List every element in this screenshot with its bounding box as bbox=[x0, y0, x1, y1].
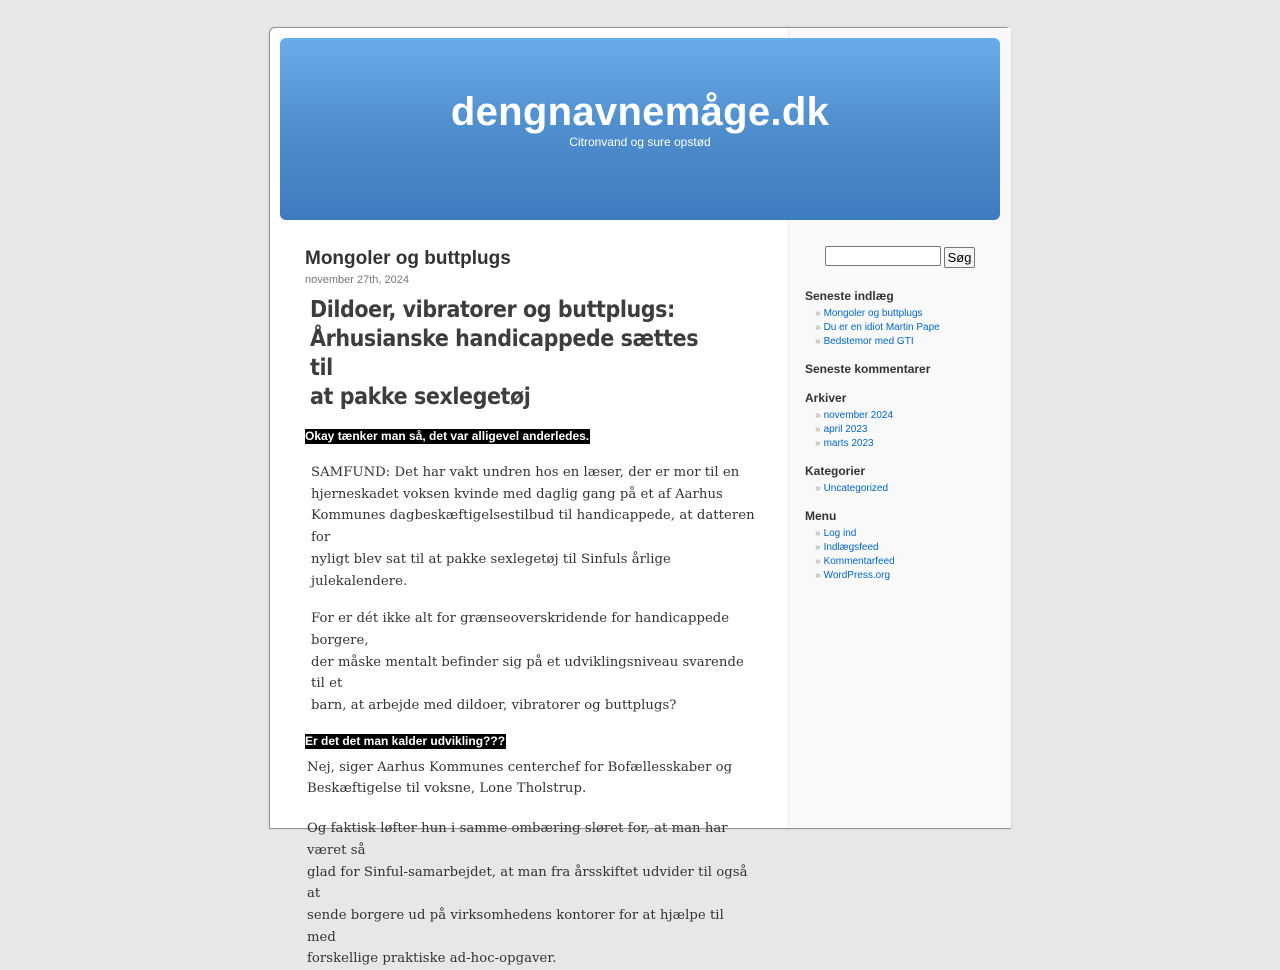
recent-posts-list bbox=[805, 307, 995, 349]
headline-line: Århusianske handicappede sættes til bbox=[310, 324, 699, 381]
excerpt-line: SAMFUND: Det har vakt undren hos en læser, der er mor til en bbox=[311, 465, 740, 480]
excerpt-line: Og faktisk løfter hun i samme ombæring sløret for, at man har været så bbox=[307, 821, 728, 858]
excerpt-line: Kommunes dagbeskæftigelsestilbud til handicappede, at datteren for bbox=[311, 508, 755, 546]
bullet: » bbox=[815, 322, 821, 333]
widget-categories bbox=[805, 464, 995, 496]
bullet: » bbox=[815, 483, 821, 494]
list-item bbox=[815, 335, 995, 349]
widget-title: Seneste indlæg bbox=[805, 289, 894, 303]
bullet: » bbox=[815, 556, 821, 567]
list-item bbox=[815, 482, 995, 496]
main-content bbox=[305, 248, 755, 970]
article-excerpt-image bbox=[311, 462, 755, 592]
excerpt-line: der måske mentalt befinder sig på et udviklingsniveau svarende til et bbox=[311, 654, 744, 692]
article-excerpt-image bbox=[307, 757, 755, 800]
bullet: » bbox=[815, 438, 821, 449]
list-item bbox=[815, 541, 995, 555]
excerpt-line: forskellige praktiske ad-hoc-opgaver. bbox=[307, 951, 557, 967]
headline-line: Dildoer, vibratorer og buttplugs: bbox=[310, 295, 675, 323]
article-excerpt-image bbox=[311, 608, 755, 717]
list-item bbox=[815, 527, 995, 541]
highlight-text: Okay tænker man så, det var alligevel anderledes. bbox=[305, 429, 590, 443]
search-input[interactable] bbox=[825, 246, 941, 266]
widget-recent-posts bbox=[805, 289, 995, 349]
article-headline-image bbox=[310, 295, 724, 411]
article-excerpt-image bbox=[307, 818, 755, 970]
categories-list bbox=[805, 482, 995, 496]
list-item bbox=[815, 321, 995, 335]
excerpt-line: Beskæftigelse til voksne, Lone Tholstrup. bbox=[307, 781, 587, 797]
widget-title: Kategorier bbox=[805, 464, 866, 478]
meta-list bbox=[805, 527, 995, 583]
bullet: » bbox=[815, 528, 821, 539]
bullet: » bbox=[815, 410, 821, 421]
site-description: Citronvand og sure opstød bbox=[569, 135, 711, 149]
bullet: » bbox=[815, 424, 821, 435]
list-item bbox=[815, 437, 995, 451]
posts-feed-link[interactable]: Indlægsfeed bbox=[823, 542, 879, 553]
bullet: » bbox=[815, 308, 821, 319]
list-item bbox=[815, 569, 995, 583]
wordpress-org-link[interactable]: WordPress.org bbox=[823, 570, 891, 581]
site-title[interactable]: dengnavnemåge.dk bbox=[450, 90, 830, 134]
recent-post-link[interactable]: Du er en idiot Martin Pape bbox=[823, 322, 940, 333]
search-form bbox=[805, 246, 995, 270]
widget-recent-comments bbox=[805, 362, 995, 376]
post-title[interactable]: Mongoler og buttplugs bbox=[305, 248, 511, 269]
archive-link[interactable]: april 2023 bbox=[823, 424, 868, 435]
excerpt-line: sende borgere ud på virksomhedens kontorer for at hjælpe til med bbox=[307, 907, 724, 945]
highlight-text: Er det det man kalder udvikling??? bbox=[305, 733, 506, 748]
archive-link[interactable]: marts 2023 bbox=[823, 438, 874, 449]
site-header bbox=[280, 38, 1000, 220]
highlighted-comment bbox=[305, 429, 755, 443]
bullet: » bbox=[815, 542, 821, 553]
bullet: » bbox=[815, 336, 821, 347]
widget-archives bbox=[805, 391, 995, 451]
widget-title: Arkiver bbox=[805, 391, 847, 405]
excerpt-line: nyligt blev sat til at pakke sexlegetøj til Sinfuls årlige julekalendere. bbox=[311, 551, 671, 589]
recent-post-link[interactable]: Mongoler og buttplugs bbox=[823, 308, 923, 319]
archives-list bbox=[805, 409, 995, 451]
list-item bbox=[815, 409, 995, 423]
list-item bbox=[815, 423, 995, 437]
post-date: november 27th, 2024 bbox=[305, 274, 409, 286]
recent-post-link[interactable]: Bedstemor med GTI bbox=[823, 336, 914, 347]
list-item bbox=[815, 307, 995, 321]
page-container bbox=[269, 27, 1011, 967]
excerpt-line: glad for Sinful-samarbejdet, at man fra årsskiftet udvider til også at bbox=[307, 864, 748, 902]
widget-title: Seneste kommentarer bbox=[805, 362, 931, 376]
highlighted-comment bbox=[305, 734, 755, 748]
headline-line: at pakke sexlegetøj bbox=[310, 382, 531, 410]
comments-feed-link[interactable]: Kommentarfeed bbox=[823, 556, 895, 567]
search-button[interactable]: Søg bbox=[944, 247, 975, 268]
login-link[interactable]: Log ind bbox=[823, 528, 857, 539]
list-item bbox=[815, 555, 995, 569]
archive-link[interactable]: november 2024 bbox=[823, 410, 894, 421]
excerpt-line: For er dét ikke alt for grænseoverskridende for handicappede borgere, bbox=[311, 611, 730, 648]
widget-meta bbox=[805, 509, 995, 583]
excerpt-line: barn, at arbejde med dildoer, vibratorer og buttplugs? bbox=[311, 698, 677, 714]
widget-title: Menu bbox=[805, 509, 837, 523]
excerpt-line: hjerneskadet voksen kvinde med daglig gang på et af Aarhus bbox=[311, 486, 723, 502]
bullet: » bbox=[815, 570, 821, 581]
excerpt-line: Nej, siger Aarhus Kommunes centerchef for Bofællesskaber og bbox=[307, 759, 733, 775]
category-link[interactable]: Uncategorized bbox=[823, 483, 889, 494]
sidebar bbox=[805, 246, 995, 583]
